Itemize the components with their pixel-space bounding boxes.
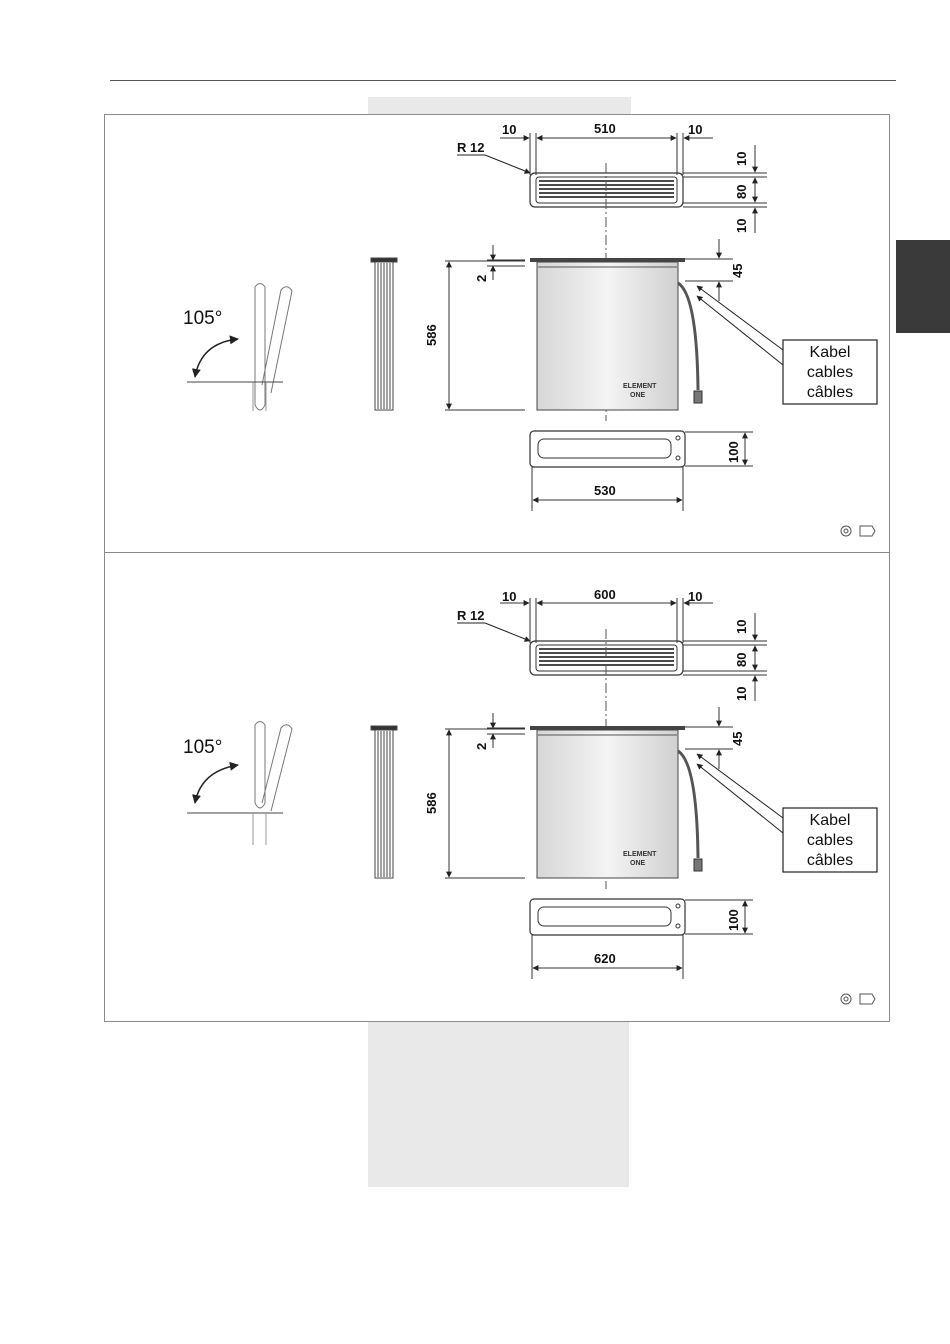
cable-offset-dimension	[685, 707, 733, 769]
rotation-arrow-icon	[195, 339, 238, 377]
chapter-tab	[896, 240, 950, 333]
radius-leader	[485, 155, 530, 173]
bottom-plate-view	[530, 431, 685, 467]
side-dim-top-label: 10	[734, 619, 749, 634]
cable-label-fr: câbles	[806, 384, 854, 401]
cable-leader-upper	[697, 286, 783, 350]
front-height-label: 100	[726, 909, 741, 931]
front-height-dimension	[685, 900, 753, 934]
top-right-margin-label: 10	[688, 122, 703, 137]
side-dim-middle-label: 80	[734, 652, 749, 667]
height-dim-label: 586	[424, 792, 439, 814]
cable-plug	[694, 391, 702, 403]
side-dim-bottom-label: 10	[734, 218, 749, 233]
rotation-arrow-icon	[195, 765, 238, 803]
radius-label: R 12	[457, 608, 485, 623]
technical-drawing-2	[105, 553, 891, 1022]
top-right-margin-label: 10	[688, 589, 703, 604]
side-dim-middle-label: 80	[734, 184, 749, 199]
logo-line1: ELEMENT	[623, 851, 657, 858]
side-height-dimensions	[683, 613, 767, 701]
cable-label-de: Kabel	[809, 812, 851, 829]
view-symbol-icon	[841, 994, 875, 1004]
cable-plug	[694, 859, 702, 871]
radius-label: R 12	[457, 140, 485, 155]
cable	[678, 751, 698, 858]
logo-line1: ELEMENT	[623, 383, 657, 390]
logo-line2: ONE	[630, 860, 646, 867]
side-height-dimensions	[683, 145, 767, 233]
bottom-width-label: 530	[594, 483, 616, 498]
drawing-panel-1	[104, 114, 890, 553]
side-profile-view	[371, 258, 397, 410]
gap-dimension	[487, 713, 525, 748]
cable-label-en: cables	[806, 832, 854, 849]
bottom-plate-view	[530, 899, 685, 935]
cable-leader-lower	[697, 764, 783, 833]
header-rule	[110, 80, 896, 81]
side-dim-top-label: 10	[734, 151, 749, 166]
cable-leader-upper	[697, 754, 783, 818]
cable-label-de: Kabel	[809, 344, 851, 361]
height-dim-label: 586	[424, 324, 439, 346]
opening-angle-label: 105°	[183, 308, 223, 329]
front-height-label: 100	[726, 441, 741, 463]
gray-block-bottom	[368, 1021, 629, 1187]
cable-label-en: cables	[806, 364, 854, 381]
bottom-width-label: 620	[594, 951, 616, 966]
cable	[678, 283, 698, 390]
cable-label-fr: câbles	[806, 852, 854, 869]
height-dimension	[445, 261, 525, 410]
top-left-margin-label: 10	[502, 122, 517, 137]
front-body-view	[530, 726, 685, 878]
view-symbol-icon	[841, 526, 875, 536]
front-body-view	[530, 258, 685, 410]
cable-offset-dimension	[685, 239, 733, 301]
top-width-label: 600	[594, 587, 616, 602]
logo-line2: ONE	[630, 392, 646, 399]
cable-offset-label: 45	[730, 263, 745, 278]
height-dimension	[445, 729, 525, 878]
top-width-label: 510	[594, 121, 616, 136]
radius-leader	[485, 623, 530, 641]
top-left-margin-label: 10	[502, 589, 517, 604]
front-height-dimension	[685, 432, 753, 466]
side-profile-view	[371, 726, 397, 878]
side-dim-bottom-label: 10	[734, 686, 749, 701]
gray-strip-top	[368, 97, 631, 115]
drawing-panel-2	[104, 553, 890, 1022]
gap-dimension	[487, 245, 525, 280]
gap-dim-label: 2	[474, 274, 489, 282]
opening-angle-label: 105°	[183, 737, 223, 758]
cable-offset-label: 45	[730, 731, 745, 746]
hinge-angle-sketch	[187, 284, 292, 412]
technical-drawing-1	[105, 115, 891, 554]
cable-leader-lower	[697, 296, 783, 365]
gap-dim-label: 2	[474, 742, 489, 750]
